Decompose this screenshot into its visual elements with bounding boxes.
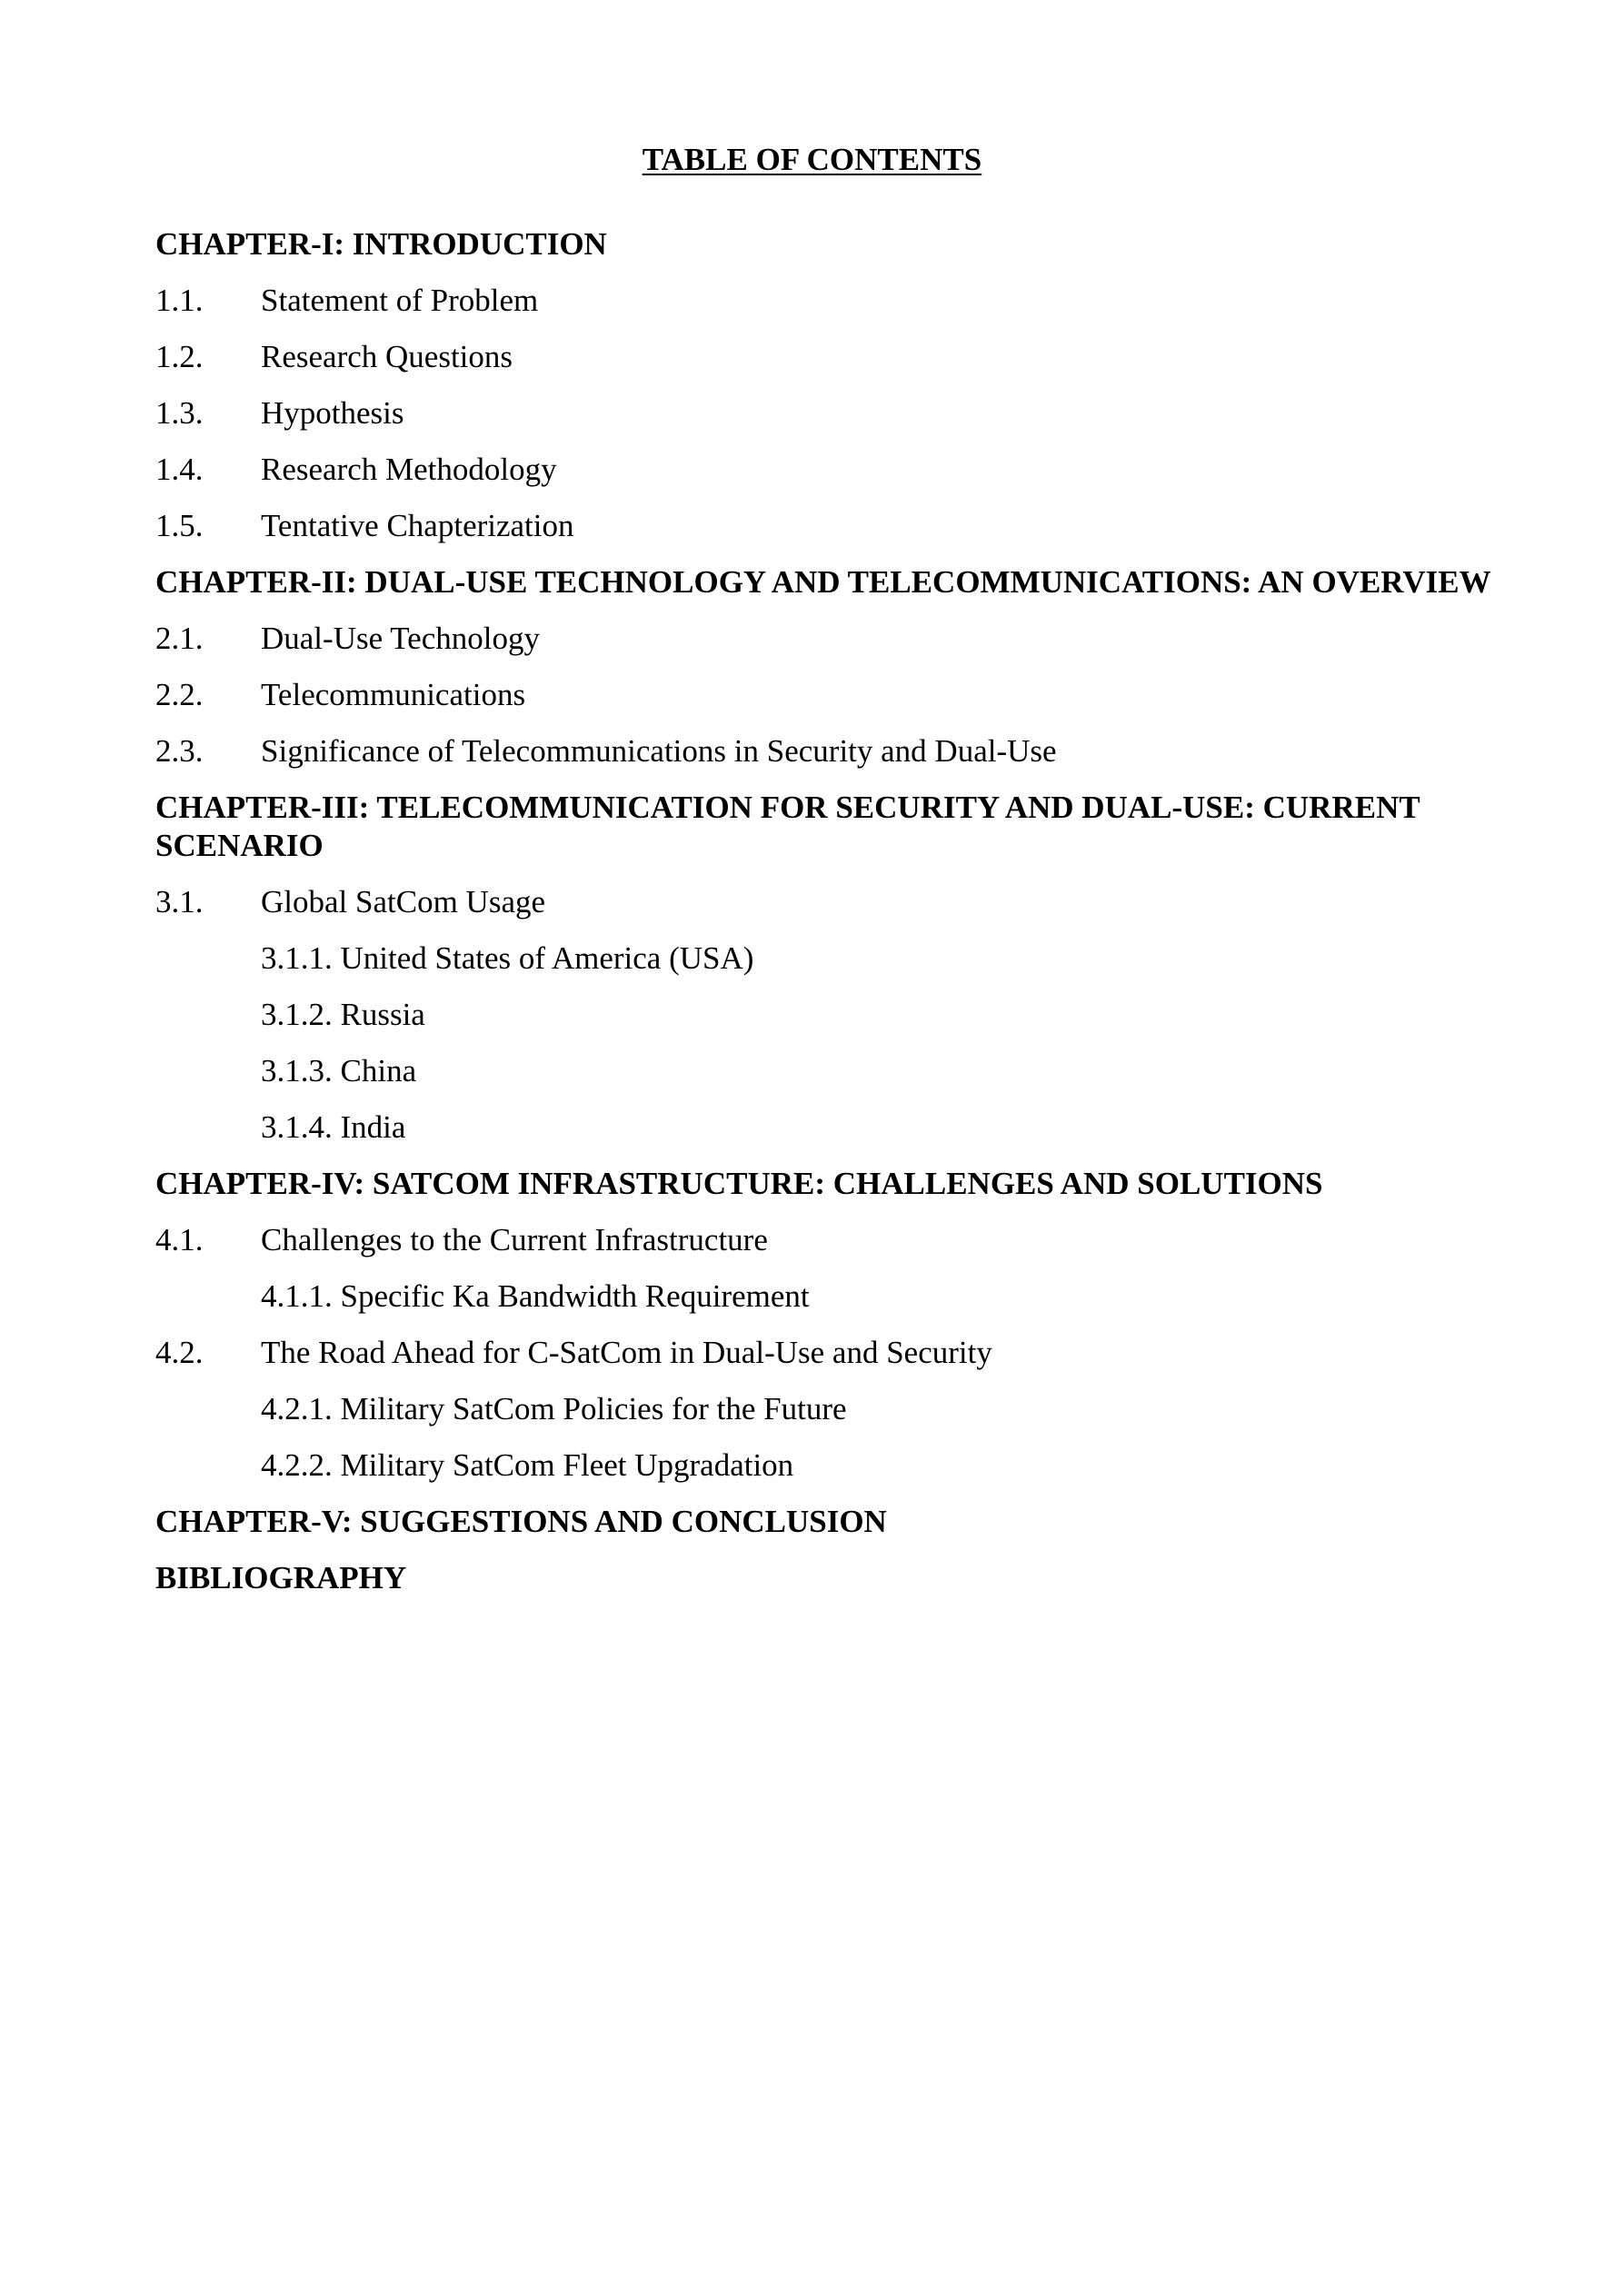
entry-number: 1.5. xyxy=(155,508,204,543)
toc-subentry-4-2-1: 4.2.1. Military SatCom Policies for the Future xyxy=(261,1391,847,1426)
entry-number: 3.1. xyxy=(155,884,204,919)
entry-title: The Road Ahead for C-SatCom in Dual-Use and Security xyxy=(261,1335,992,1370)
entry-number: 2.2. xyxy=(155,677,204,712)
toc-entry-1-1 xyxy=(155,282,1500,320)
toc-entry-2-1 xyxy=(155,620,1500,658)
chapter-1-heading: CHAPTER-I: INTRODUCTION xyxy=(155,226,607,262)
entry-title: Statement of Problem xyxy=(261,283,539,318)
toc-entry-1-2 xyxy=(155,338,1500,376)
toc-entry-4-2 xyxy=(155,1334,1500,1372)
entry-title: Challenges to the Current Infrastructure xyxy=(261,1222,768,1257)
toc-entry-2-3 xyxy=(155,732,1500,770)
entry-title: Telecommunications xyxy=(261,677,526,712)
toc-entry-1-4 xyxy=(155,451,1500,489)
toc-subentry-3-1-1: 3.1.1. United States of America (USA) xyxy=(261,940,754,976)
toc-entry-1-5 xyxy=(155,507,1500,545)
entry-number: 1.3. xyxy=(155,395,204,431)
entry-number: 1.2. xyxy=(155,339,204,374)
entry-title: Dual-Use Technology xyxy=(261,621,540,656)
toc-entry-2-2 xyxy=(155,676,1500,714)
toc-entry-4-1 xyxy=(155,1221,1500,1259)
chapter-4-heading: CHAPTER-IV: SATCOM INFRASTRUCTURE: CHALLENGES AND SOLUTIONS xyxy=(155,1166,1323,1201)
toc-title: TABLE OF CONTENTS xyxy=(642,142,982,177)
table-of-contents xyxy=(155,225,1500,1615)
entry-title: Research Questions xyxy=(261,339,513,374)
chapter-2-heading: CHAPTER-II: DUAL-USE TECHNOLOGY AND TELECOMMUNICATIONS: AN OVERVIEW xyxy=(155,564,1491,600)
entry-title: Hypothesis xyxy=(261,395,404,431)
bibliography-heading: BIBLIOGRAPHY xyxy=(155,1560,407,1595)
entry-number: 4.1. xyxy=(155,1222,204,1257)
entry-number: 1.1. xyxy=(155,283,204,318)
entry-title: Significance of Telecommunications in Security and Dual-Use xyxy=(261,733,1057,769)
entry-title: Global SatCom Usage xyxy=(261,884,546,919)
entry-number: 1.4. xyxy=(155,452,204,487)
entry-title: Research Methodology xyxy=(261,452,557,487)
chapter-3-heading: CHAPTER-III: TELECOMMUNICATION FOR SECURITY AND DUAL-USE: CURRENT SCENARIO xyxy=(155,790,1420,863)
toc-subentry-3-1-4: 3.1.4. India xyxy=(261,1109,406,1145)
toc-entry-3-1 xyxy=(155,883,1500,921)
toc-subentry-4-2-2: 4.2.2. Military SatCom Fleet Upgradation xyxy=(261,1447,794,1483)
chapter-5-heading: CHAPTER-V: SUGGESTIONS AND CONCLUSION xyxy=(155,1504,887,1539)
toc-subentry-3-1-2: 3.1.2. Russia xyxy=(261,997,425,1032)
entry-title: Tentative Chapterization xyxy=(261,508,574,543)
entry-number: 4.2. xyxy=(155,1335,204,1370)
entry-number: 2.3. xyxy=(155,733,204,769)
toc-subentry-3-1-3: 3.1.3. China xyxy=(261,1053,417,1088)
toc-subentry-4-1-1: 4.1.1. Specific Ka Bandwidth Requirement xyxy=(261,1278,810,1314)
entry-number: 2.1. xyxy=(155,621,204,656)
toc-entry-1-3 xyxy=(155,394,1500,432)
